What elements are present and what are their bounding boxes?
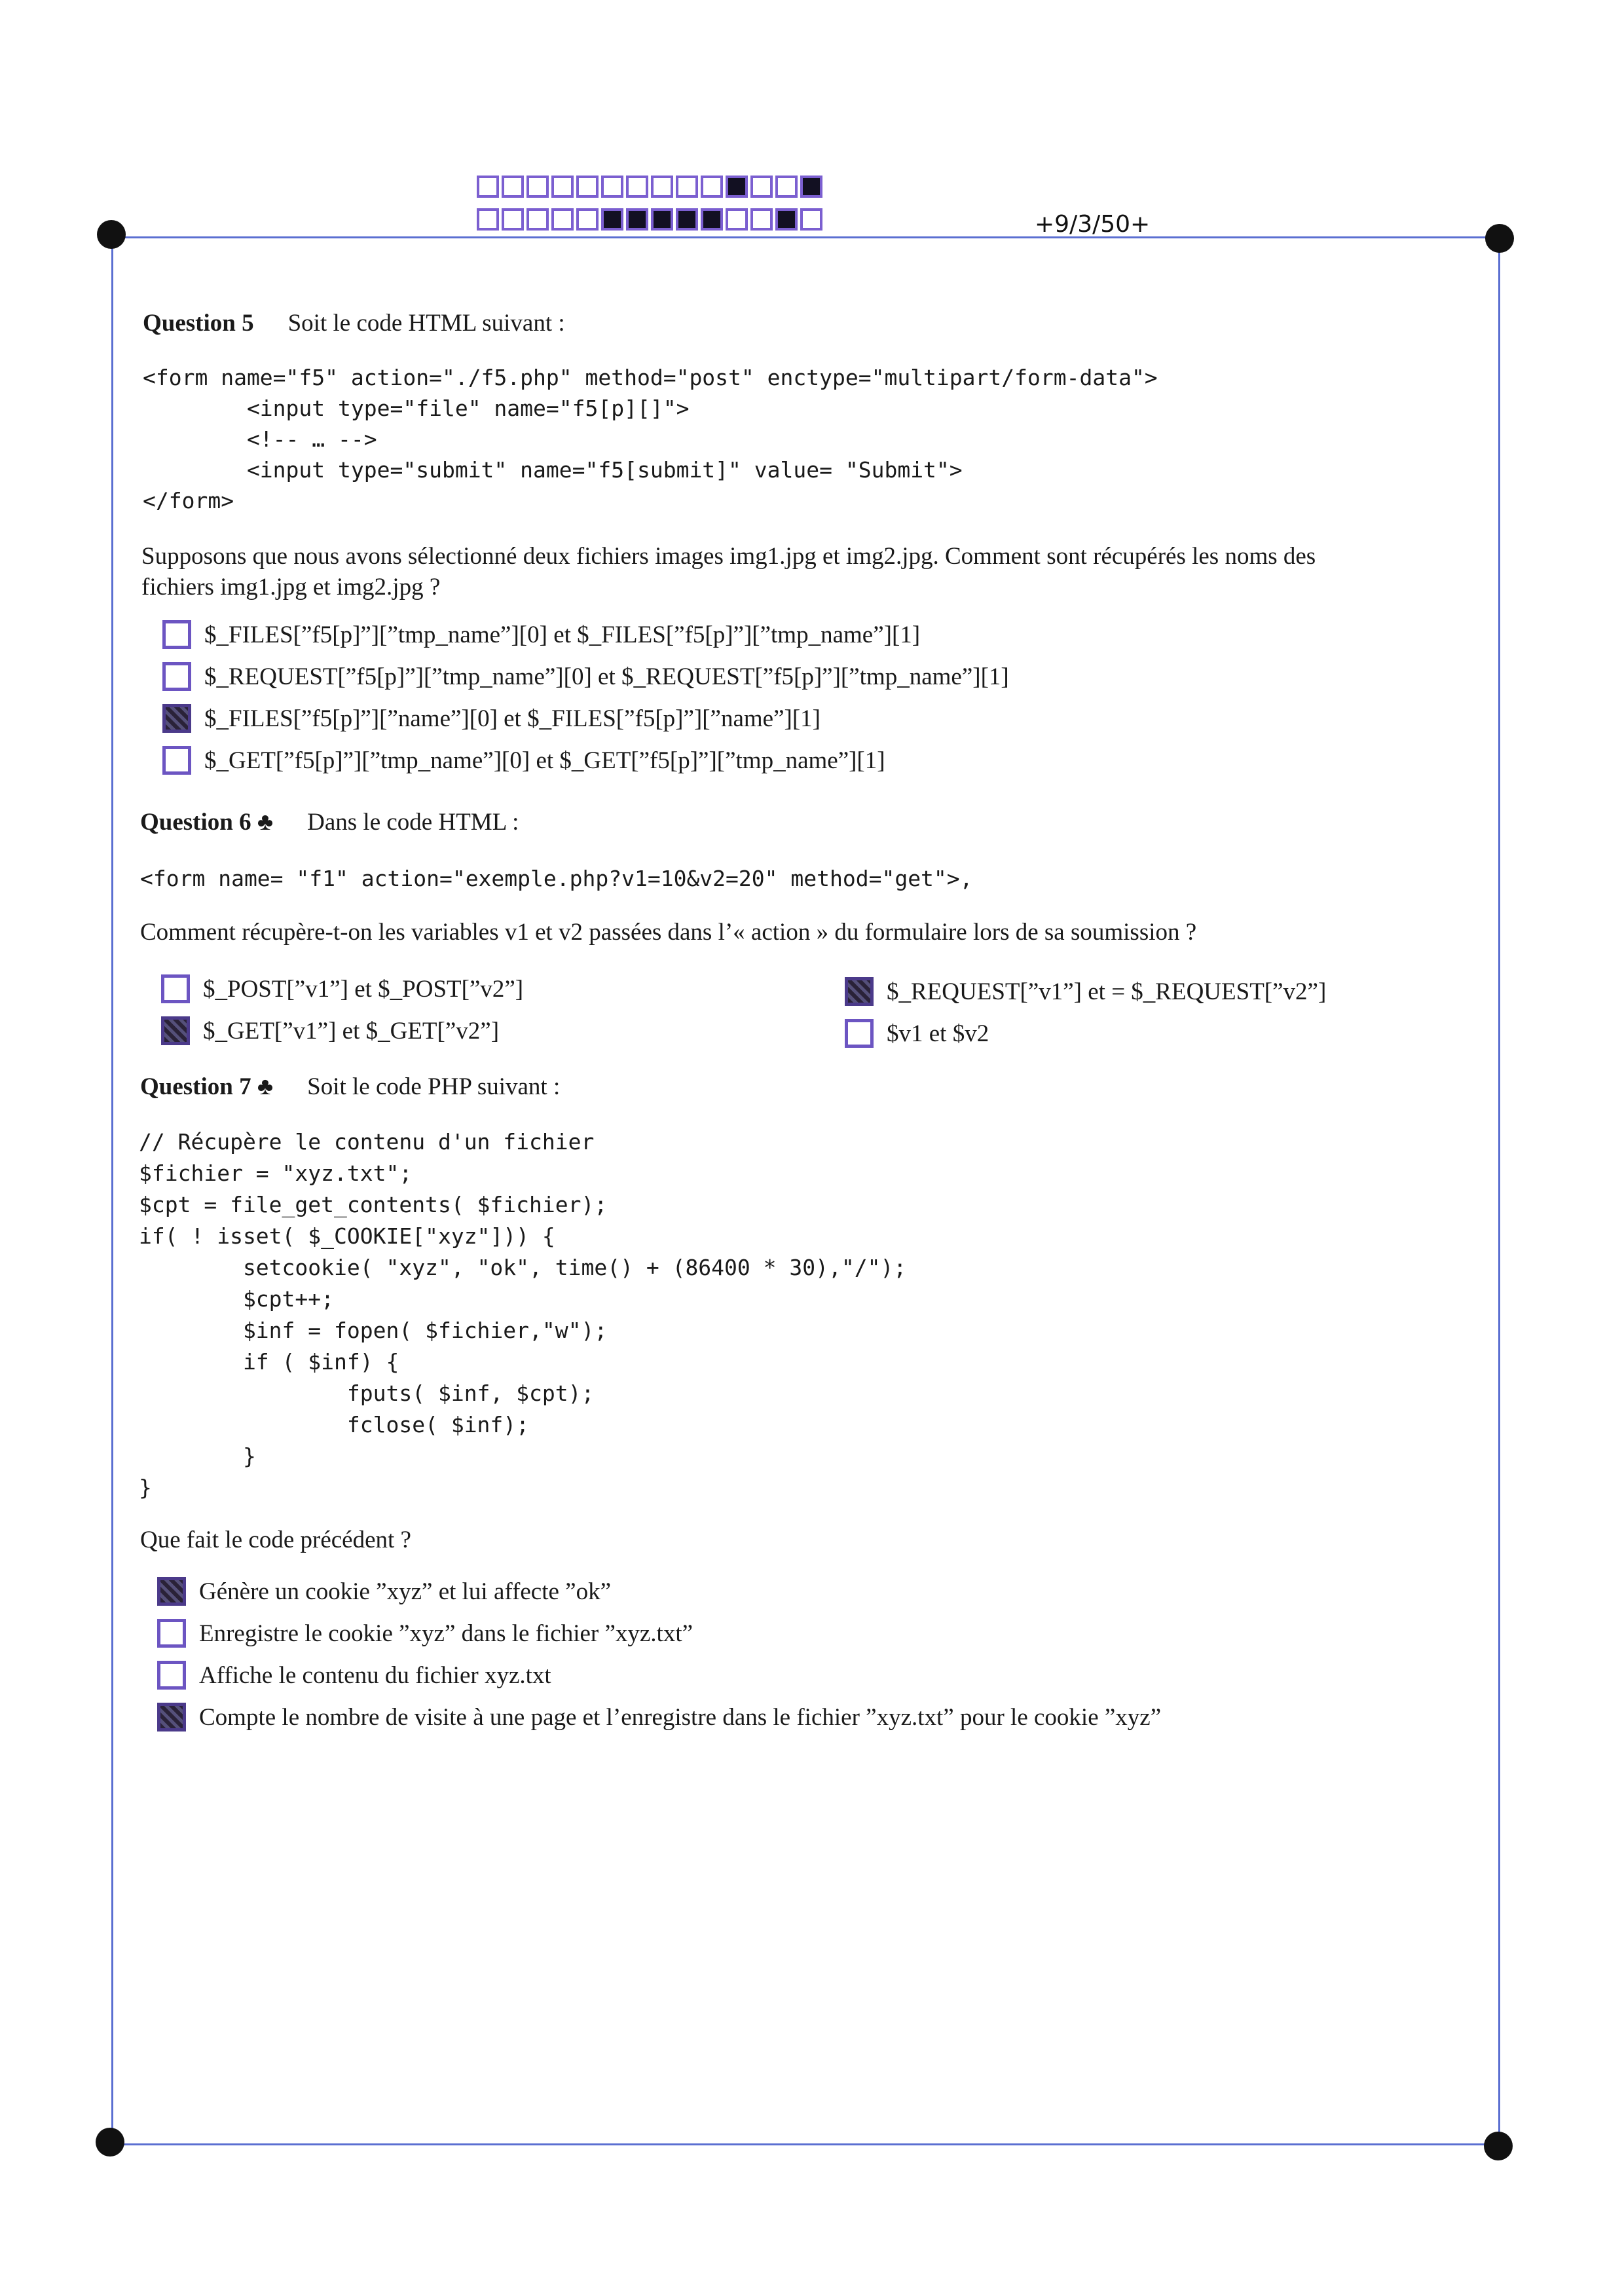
code-line: if( ! isset( $_COOKIE["xyz"])) { bbox=[139, 1223, 555, 1249]
page-id-grid-cell bbox=[477, 176, 499, 198]
page-id-grid-cell bbox=[626, 176, 648, 198]
code-line: <!-- … --> bbox=[143, 426, 377, 452]
page-id-grid-cell bbox=[651, 208, 673, 231]
answer-text: $v1 et $v2 bbox=[887, 1020, 989, 1047]
question-6-heading bbox=[140, 808, 519, 836]
question-6-code bbox=[140, 863, 973, 894]
checkbox[interactable] bbox=[157, 1619, 186, 1648]
page-id-grid-cell bbox=[526, 176, 549, 198]
frame-left-line bbox=[111, 236, 113, 2145]
answer-text: $_POST[”v1”] et $_POST[”v2”] bbox=[203, 975, 524, 1003]
question-title: Soit le code HTML suivant : bbox=[287, 310, 565, 337]
q5-answer-1[interactable] bbox=[162, 620, 920, 649]
answer-text: $_GET[”v1”] et $_GET[”v2”] bbox=[203, 1017, 500, 1045]
code-line: <form name="f5" action="./f5.php" method="post" enctype="multipart/form-data"> bbox=[143, 365, 1158, 390]
checkbox[interactable] bbox=[157, 1703, 186, 1731]
page-id-grid-cell bbox=[526, 208, 549, 231]
question-text-line: fichiers img1.jpg et img2.jpg ? bbox=[141, 574, 441, 601]
answer-text: $_REQUEST[”f5[p]”][”tmp_name”][0] et $_REQUEST[”f5[p]”][”tmp_name”][1] bbox=[204, 663, 1009, 690]
answer-text: Compte le nombre de visite à une page et l’enregistre dans le fichier ”xyz.txt” pour le cookie ”xyz” bbox=[199, 1703, 1162, 1731]
question-7-heading bbox=[140, 1073, 560, 1101]
question-label: Question 7 ♣ bbox=[140, 1073, 274, 1100]
question-5-code bbox=[143, 362, 1158, 516]
q7-answer-3[interactable] bbox=[157, 1661, 551, 1690]
answer-text: Génère un cookie ”xyz” et lui affecte ”ok” bbox=[199, 1578, 611, 1605]
question-7-code bbox=[139, 1126, 906, 1504]
page-id-grid-cell bbox=[726, 176, 748, 198]
q6-answer-4[interactable] bbox=[845, 1019, 989, 1048]
page-id-grid-cell bbox=[775, 208, 798, 231]
checkbox[interactable] bbox=[162, 662, 191, 691]
code-line: fputs( $inf, $cpt); bbox=[139, 1380, 595, 1406]
page-id-grid-cell bbox=[750, 208, 773, 231]
question-5-heading bbox=[143, 309, 565, 337]
q7-answer-4[interactable] bbox=[157, 1703, 1161, 1731]
checkbox[interactable] bbox=[162, 704, 191, 733]
page-id-grid-cell bbox=[502, 176, 524, 198]
checkbox[interactable] bbox=[845, 977, 874, 1006]
q5-answer-2[interactable] bbox=[162, 662, 1009, 691]
corner-mark-top-left bbox=[97, 220, 126, 249]
q7-answer-1[interactable] bbox=[157, 1577, 611, 1606]
checkbox[interactable] bbox=[161, 1016, 190, 1045]
code-line: <form name= "f1" action="exemple.php?v1=10&v2=20" method="get">, bbox=[140, 866, 973, 891]
question-label: Question 5 bbox=[143, 310, 254, 337]
answer-text: Enregistre le cookie ”xyz” dans le fichier ”xyz.txt” bbox=[199, 1620, 693, 1647]
checkbox[interactable] bbox=[157, 1661, 186, 1690]
q5-answer-4[interactable] bbox=[162, 746, 885, 775]
page-id-grid-cell bbox=[726, 208, 748, 231]
corner-mark-top-right bbox=[1485, 224, 1514, 253]
q6-answer-3[interactable] bbox=[845, 977, 1326, 1006]
question-label: Question 6 ♣ bbox=[140, 809, 274, 836]
answer-text: $_GET[”f5[p]”][”tmp_name”][0] et $_GET[”f5[p]”][”tmp_name”][1] bbox=[204, 747, 885, 774]
code-line: if ( $inf) { bbox=[139, 1349, 399, 1375]
page-id-grid-cell bbox=[651, 176, 673, 198]
code-line: <input type="file" name="f5[p][]"> bbox=[143, 396, 690, 421]
code-line: fclose( $inf); bbox=[139, 1412, 530, 1437]
q7-answer-2[interactable] bbox=[157, 1619, 693, 1648]
page-id-grid-cell bbox=[477, 208, 499, 231]
frame-right-line bbox=[1498, 236, 1500, 2145]
page-id-grid-cell bbox=[626, 208, 648, 231]
code-line: } bbox=[139, 1443, 256, 1469]
code-line: setcookie( "xyz", "ok", time() + (86400 * 30),"/"); bbox=[139, 1255, 907, 1280]
code-line: $cpt++; bbox=[139, 1286, 335, 1312]
q5-answer-3[interactable] bbox=[162, 704, 821, 733]
page-id-grid-cell bbox=[775, 176, 798, 198]
checkbox[interactable] bbox=[162, 746, 191, 775]
page-id-grid-cell bbox=[576, 208, 599, 231]
question-title: Soit le code PHP suivant : bbox=[307, 1073, 561, 1100]
page-id: +9/3/50+ bbox=[1035, 211, 1151, 238]
checkbox[interactable] bbox=[161, 974, 190, 1003]
code-line: } bbox=[139, 1475, 152, 1500]
answer-text: $_FILES[”f5[p]”][”tmp_name”][0] et $_FILES[”f5[p]”][”tmp_name”][1] bbox=[204, 621, 921, 648]
question-6-text: Comment récupère-t-on les variables v1 et v2 passées dans l’« action » du formulaire lors de sa soumission ? bbox=[140, 919, 1197, 946]
page-id-grid-cell bbox=[701, 208, 723, 231]
page-id-grid-row-2 bbox=[477, 208, 825, 231]
code-line: $fichier = "xyz.txt"; bbox=[139, 1160, 413, 1186]
code-line: $cpt = file_get_contents( $fichier); bbox=[139, 1192, 608, 1217]
checkbox[interactable] bbox=[845, 1019, 874, 1048]
page-id-grid-cell bbox=[551, 176, 574, 198]
page-id-grid-cell bbox=[676, 208, 698, 231]
q6-answer-1[interactable] bbox=[161, 974, 523, 1003]
question-title: Dans le code HTML : bbox=[307, 809, 519, 836]
page-id-grid-cell bbox=[750, 176, 773, 198]
page-id-grid-cell bbox=[701, 176, 723, 198]
code-line: </form> bbox=[143, 488, 234, 513]
page-id-grid-cell bbox=[551, 208, 574, 231]
checkbox[interactable] bbox=[157, 1577, 186, 1606]
answer-text: $_FILES[”f5[p]”][”name”][0] et $_FILES[”f5[p]”][”name”][1] bbox=[204, 705, 821, 732]
corner-mark-bottom-left bbox=[96, 2128, 124, 2157]
answer-text: Affiche le contenu du fichier xyz.txt bbox=[199, 1661, 551, 1689]
answer-text: $_REQUEST[”v1”] et = $_REQUEST[”v2”] bbox=[887, 978, 1327, 1005]
page-id-grid-cell bbox=[800, 176, 822, 198]
page-id-grid-cell bbox=[800, 208, 822, 231]
frame-top-line bbox=[113, 236, 1500, 238]
page-id-grid-cell bbox=[676, 176, 698, 198]
page-id-grid-cell bbox=[502, 208, 524, 231]
page-id-grid-cell bbox=[576, 176, 599, 198]
checkbox[interactable] bbox=[162, 620, 191, 649]
q6-answer-2[interactable] bbox=[161, 1016, 499, 1045]
question-text-line: Supposons que nous avons sélectionné deux fichiers images img1.jpg et img2.jpg. Comment sont récupérés les noms des bbox=[141, 543, 1316, 570]
frame-bottom-line bbox=[110, 2143, 1500, 2145]
code-line: $inf = fopen( $fichier,"w"); bbox=[139, 1318, 608, 1343]
code-line: <input type="submit" name="f5[submit]" value= "Submit"> bbox=[143, 457, 963, 483]
page-id-grid-cell bbox=[601, 176, 623, 198]
page-id-grid-row-1 bbox=[477, 176, 825, 198]
corner-mark-bottom-right bbox=[1484, 2132, 1513, 2160]
code-line: // Récupère le contenu d'un fichier bbox=[139, 1129, 595, 1155]
question-7-text: Que fait le code précédent ? bbox=[140, 1527, 411, 1553]
page-id-grid-cell bbox=[601, 208, 623, 231]
question-5-text bbox=[141, 541, 1316, 602]
